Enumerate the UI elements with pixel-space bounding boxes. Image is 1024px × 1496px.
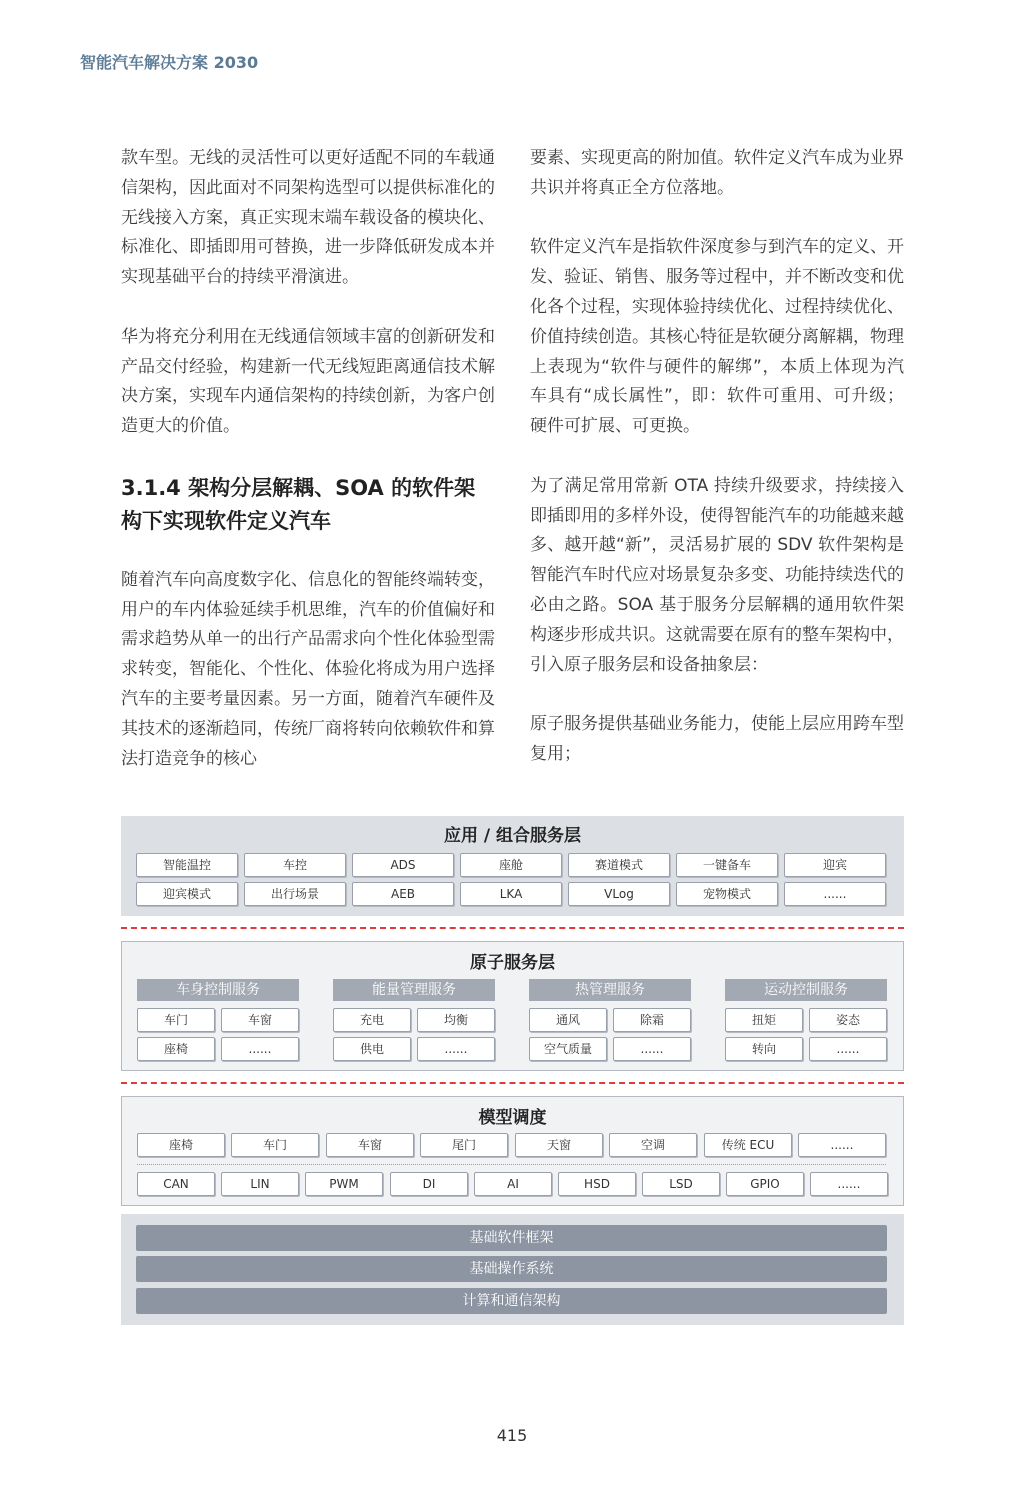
interface-cell: PWM: [305, 1172, 383, 1196]
paragraph: 为了满足常用常新 OTA 持续升级要求，持续接入即插即用的多样外设，使得智能汽车的功能越来越多、越开越“新”，灵活易扩展的 SDV 软件架构是智能汽车时代应对场景复杂多变、功能持续迭代的必由之路。SOA 基于服务分层解耦的通用软件架构逐步形成共识。这就需要在原有的整车架构中，引入原子服务层和设备抽象层：: [530, 475, 904, 675]
atomic-cell: 座椅: [137, 1037, 215, 1061]
app-cell: 赛道模式: [568, 853, 670, 877]
interface-cell: DI: [390, 1172, 468, 1196]
model-cell: 天窗: [515, 1133, 603, 1157]
atomic-cell: 通风: [529, 1008, 607, 1032]
app-cell: 迎宾模式: [136, 882, 238, 906]
paragraph: 随着汽车向高度数字化、信息化的智能终端转变，用户的车内体验延续手机思维，汽车的价值偏好和需求趋势从单一的出行产品需求向个性化体验型需求转变，智能化、个性化、体验化将成为用户选择汽车的主要考量因素。另一方面，随着汽车硬件及其技术的逐渐趋同，传统厂商将转向依赖软件和算法打造竞争的核心: [121, 569, 495, 769]
atomic-cell: ......: [809, 1037, 887, 1061]
interface-cell: GPIO: [726, 1172, 804, 1196]
model-cell: 座椅: [137, 1133, 225, 1157]
dashed-separator: [121, 1082, 904, 1084]
layer-title: 原子服务层: [470, 953, 555, 973]
app-service-layer: [121, 816, 904, 916]
model-scheduling-layer: [121, 1096, 904, 1206]
paragraph: 华为将充分利用在无线通信领域丰富的创新研发和产品交付经验，构建新一代无线短距离通信技术解决方案，实现车内通信架构的持续创新，为客户创造更大的价值。: [121, 326, 495, 437]
base-bar: 计算和通信架构: [136, 1288, 887, 1314]
dashed-separator: [121, 927, 904, 929]
atomic-cell: 车门: [137, 1008, 215, 1032]
model-cell: 车门: [231, 1133, 319, 1157]
model-cell: 车窗: [326, 1133, 414, 1157]
interface-cell: LIN: [221, 1172, 299, 1196]
interface-cell: AI: [474, 1172, 552, 1196]
app-cell: AEB: [352, 882, 454, 906]
layer-title: 模型调度: [478, 1108, 547, 1128]
model-cell: 尾门: [420, 1133, 508, 1157]
paragraph: 原子服务提供基础业务能力，使能上层应用跨车型复用；: [530, 714, 904, 764]
atomic-cell: 车窗: [221, 1008, 299, 1032]
left-column: [121, 144, 495, 804]
dotted-divider: [137, 1164, 886, 1165]
model-cell: ......: [798, 1133, 886, 1157]
model-cell: 空调: [609, 1133, 697, 1157]
group-title: 能量管理服务: [333, 979, 495, 1001]
app-cell: 宠物模式: [676, 882, 778, 906]
group-title: 车身控制服务: [137, 979, 299, 1001]
atomic-cell: 转向: [725, 1037, 803, 1061]
atomic-cell: ......: [613, 1037, 691, 1061]
app-cell: 迎宾: [784, 853, 886, 877]
app-cell: 智能温控: [136, 853, 238, 877]
atomic-service-layer: [121, 941, 904, 1071]
atomic-cell: 供电: [333, 1037, 411, 1061]
atomic-cell: ......: [221, 1037, 299, 1061]
base-layer: [121, 1214, 904, 1325]
page-number: 415: [496, 1426, 528, 1445]
running-title: 智能汽车解决方案 2030: [80, 53, 259, 72]
atomic-cell: 充电: [333, 1008, 411, 1032]
layer-title: 应用 / 组合服务层: [443, 826, 582, 846]
interface-cell: HSD: [558, 1172, 636, 1196]
app-cell: 一键备车: [676, 853, 778, 877]
paragraph: 要素、实现更高的附加值。软件定义汽车成为业界共识并将真正全方位落地。: [530, 148, 904, 198]
atomic-cell: 除霜: [613, 1008, 691, 1032]
model-cell: 传统 ECU: [704, 1133, 792, 1157]
atomic-cell: 空气质量: [529, 1037, 607, 1061]
paragraph: 软件定义汽车是指软件深度参与到汽车的定义、开发、验证、销售、服务等过程中，并不断改变和优化各个过程，实现体验持续优化、过程持续优化、价值持续创造。其核心特征是软硬分离解耦，物理上表现为“软件与硬件的解绑”，本质上体现为汽车具有“成长属性”，即：软件可重用、可升级；硬件可扩展、可更换。: [530, 237, 904, 437]
group-title: 运动控制服务: [725, 979, 887, 1001]
app-cell: 出行场景: [244, 882, 346, 906]
right-column: [530, 144, 904, 800]
atomic-cell: ......: [417, 1037, 495, 1061]
atomic-cell: 扭矩: [725, 1008, 803, 1032]
app-cell: VLog: [568, 882, 670, 906]
interface-cell: LSD: [642, 1172, 720, 1196]
section-heading: 3.1.4 架构分层解耦、SOA 的软件架构下实现软件定义汽车: [121, 475, 476, 533]
paragraph: 款车型。无线的灵活性可以更好适配不同的车载通信架构，因此面对不同架构选型可以提供标准化的无线接入方案，真正实现末端车载设备的模块化、标准化、即插即用可替换，进一步降低研发成本并实现基础平台的持续平滑演进。: [121, 148, 495, 288]
app-cell: ADS: [352, 853, 454, 877]
base-bar: 基础操作系统: [136, 1256, 887, 1282]
base-bar: 基础软件框架: [136, 1225, 887, 1251]
app-cell: 座舱: [460, 853, 562, 877]
app-cell: LKA: [460, 882, 562, 906]
app-cell: 车控: [244, 853, 346, 877]
atomic-cell: 均衡: [417, 1008, 495, 1032]
atomic-cell: 姿态: [809, 1008, 887, 1032]
group-title: 热管理服务: [529, 979, 691, 1001]
interface-cell: ......: [810, 1172, 888, 1196]
interface-cell: CAN: [137, 1172, 215, 1196]
app-cell: ......: [784, 882, 886, 906]
